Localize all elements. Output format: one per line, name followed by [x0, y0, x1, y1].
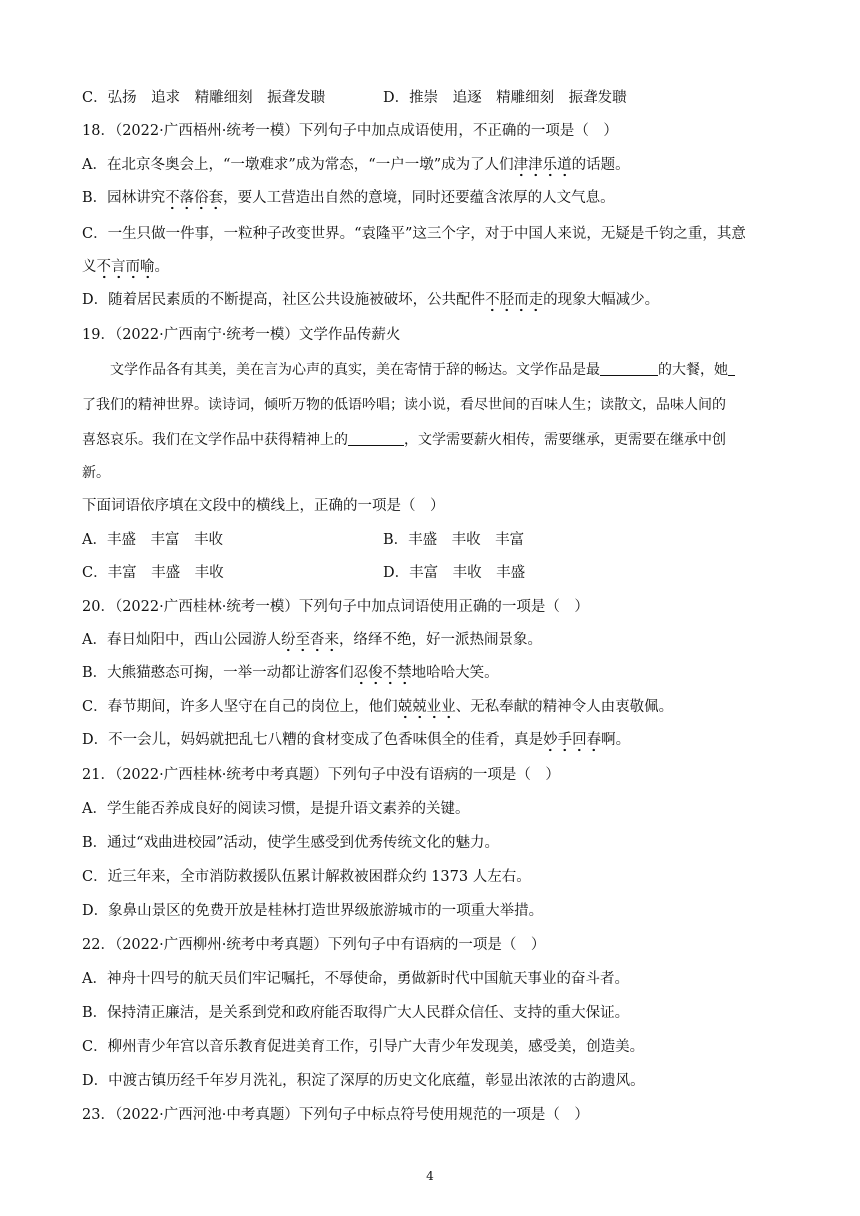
q19-passage-line2: 了我们的精神世界。读诗词，倾听万物的低语吟唱；读小说，看尽世间的百味人生；读散文，品味人间的: [82, 397, 726, 413]
q20-stem: 20．（2022·广西桂林·统考一模）下列句子中加点词语使用正确的一项是（ ）: [82, 599, 589, 615]
q18-b-text-pre: B．园林讲究: [82, 190, 166, 206]
q20-d-text-post: 啊。: [601, 732, 631, 748]
q22-stem: 22．（2022·广西柳州·统考中考真题）下列句子中有语病的一项是（ ）: [82, 937, 546, 953]
q18-a-text-pre: A．在北京冬奥会上，“一墩难求”成为常态，“一户一墩”成为了人们: [82, 157, 514, 173]
q22-option-a: A．神舟十四号的航天员们牢记嘱托，不辱使命，勇做新时代中国航天事业的奋斗者。: [82, 971, 629, 987]
q18-b-dotted-idiom: 不落俗套: [165, 190, 223, 210]
q20-a-text-pre: A．春日灿阳中，西山公园游人: [82, 632, 281, 648]
q18-option-c-line1: C．一生只做一件事，一粒种子改变世界。“袁隆平”这三个字，对于中国人来说，无疑是千钧之重，其意: [82, 226, 746, 242]
q18-option-a: [82, 155, 630, 175]
q18-d-text-pre: D．随着居民素质的不断提高，社区公共设施被破坏，公共配件: [82, 292, 486, 308]
page-number: 4: [426, 1169, 434, 1183]
q18-c-dotted-idiom: 不言而喻: [97, 259, 155, 279]
q22-option-b: B．保持清正廉洁，是关系到党和政府能否取得广大人民群众信任、支持的重大保证。: [82, 1005, 630, 1021]
q21-option-c: C．近三年来，全市消防救援队伍累计解救被困群众约 1373 人左右。: [82, 869, 531, 885]
q18-d-text-post: 的现象大幅减少。: [543, 292, 660, 308]
q18-option-b: [82, 188, 615, 208]
q19-blank-3: [348, 430, 404, 446]
q20-option-b: [82, 663, 499, 683]
q20-option-a: [82, 630, 542, 650]
q19-option-a: A．丰盛 丰富 丰收: [82, 532, 223, 548]
q17-option-c: C．弘扬 追求 精雕细刻 振聋发聩: [82, 90, 326, 106]
q18-stem: 18．（2022·广西梧州·统考一模）下列句子中加点成语使用，不正确的一项是（ ）: [82, 123, 618, 139]
q18-a-dotted-idiom: 津津乐道: [514, 157, 572, 177]
q19-passage-line4: 新。: [82, 465, 110, 481]
q18-option-d: [82, 290, 659, 310]
q20-b-dotted-word: 忍俊不禁: [354, 665, 412, 685]
q19-option-d: D．丰富 丰收 丰盛: [383, 565, 526, 581]
q18-d-dotted-idiom: 不胫而走: [485, 292, 543, 312]
q21-stem: 21．（2022·广西桂林·统考中考真题）下列句子中没有语病的一项是（ ）: [82, 767, 560, 783]
q17-option-d: D．推崇 追逐 精雕细刻 振聋发聩: [383, 90, 627, 106]
q18-c-text-pre: 义: [82, 259, 97, 275]
q20-c-text-pre: C．春节期间，许多人坚守在自己的岗位上，他们: [82, 699, 398, 715]
q20-d-text-pre: D．不一会儿，妈妈就把乱七八糟的食材变成了色香味俱全的佳肴，真是: [82, 732, 544, 748]
q20-a-text-post: ，络绎不绝，好一派热闹景象。: [338, 632, 542, 648]
q19-option-c: C．丰富 丰盛 丰收: [82, 565, 224, 581]
q20-option-d: [82, 730, 630, 750]
q20-d-dotted-word: 妙手回春: [543, 732, 601, 752]
q19-passage-text-post3: ，文学需要薪火相传，需要继承，更需要在继承中创: [404, 432, 726, 448]
q19-blank-1: [600, 360, 658, 376]
q20-c-dotted-word: 兢兢业业: [398, 699, 456, 719]
q20-c-text-post: 、无私奉献的精神令人由衷敬佩。: [455, 699, 674, 715]
q19-passage-text-post: 的大餐，她: [658, 362, 728, 378]
q19-stem: 19．（2022·广西南宁·统考一模）文学作品传薪火: [82, 327, 401, 343]
q20-option-c: [82, 697, 673, 717]
q21-option-a: A．学生能否养成良好的阅读习惯，是提升语文素养的关键。: [82, 801, 470, 817]
q22-option-c: C．柳州青少年宫以音乐教育促进美育工作，引导广大青少年发现美，感受美，创造美。: [82, 1039, 645, 1055]
q18-b-text-post: ，要人工营造出自然的意境，同时还要蕴含浓厚的人文气息。: [223, 190, 615, 206]
q20-b-text-post: 地哈哈大笑。: [411, 665, 499, 681]
q20-a-dotted-word: 纷至沓来: [281, 632, 339, 652]
q19-passage-text-pre3: 喜怒哀乐。我们在文学作品中获得精神上的: [82, 432, 348, 448]
q21-option-d: D．象鼻山景区的免费开放是桂林打造世界级旅游城市的一项重大举措。: [82, 903, 544, 919]
q21-option-b: B．通过“戏曲进校园”活动，使学生感受到优秀传统文化的魅力。: [82, 835, 499, 851]
q23-stem: 23．（2022·广西河池·中考真题）下列句子中标点符号使用规范的一项是（ ）: [82, 1107, 589, 1123]
q19-passage-line1: [110, 360, 735, 380]
q18-a-text-post: 的话题。: [571, 157, 630, 173]
q19-blank-2: [728, 360, 735, 376]
q18-c-text-post: 。: [154, 259, 169, 275]
q18-option-c-line2: [82, 257, 169, 277]
q19-question: 下面词语依序填在文段中的横线上，正确的一项是（ ）: [82, 498, 445, 514]
q20-b-text-pre: B．大熊猫憨态可掬，一举一动都让游客们: [82, 665, 354, 681]
q19-option-b: B．丰盛 丰收 丰富: [383, 532, 525, 548]
q19-passage-text-pre: 文学作品各有其美，美在言为心声的真实，美在寄情于辞的畅达。文学作品是最: [110, 362, 600, 378]
q22-option-d: D．中渡古镇历经千年岁月洗礼，积淀了深厚的历史文化底蕴，彰显出浓浓的古韵遗风。: [82, 1073, 645, 1089]
q19-passage-line3: [82, 430, 726, 450]
